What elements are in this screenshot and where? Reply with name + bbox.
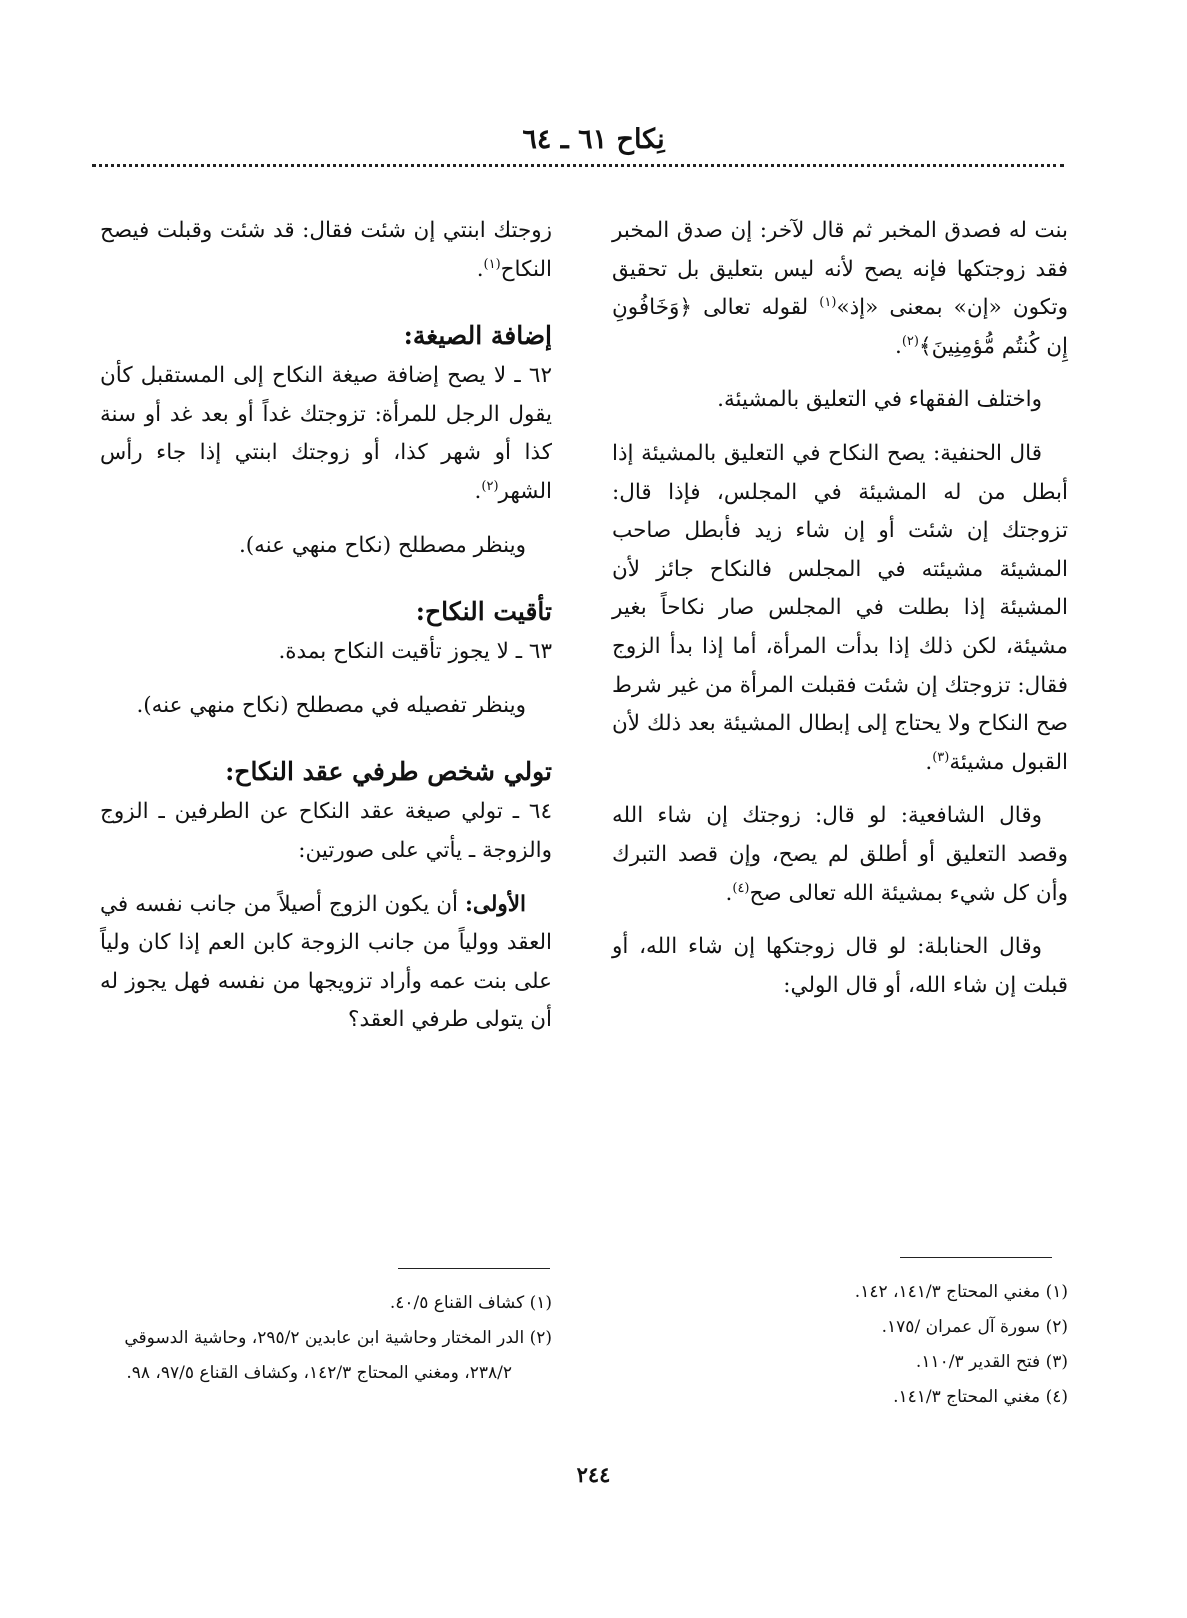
footnote-ref[interactable]: (٣) [932, 749, 950, 765]
footnote-rule [900, 1257, 1052, 1258]
page-number: ٢٤٤ [576, 1462, 611, 1487]
paragraph-64: ٦٤ ـ تولي صيغة عقد النكاح عن الطرفين ـ الزوج والزوجة ـ يأتي على صورتين: [100, 799, 552, 863]
right-column [612, 212, 1068, 1020]
header-dotted-rule [92, 164, 1064, 167]
footnotes-left [100, 1286, 552, 1391]
paragraph-hanbali: وقال الحنابلة: لو قال زوجتكها إن شاء الله، أو قبلت إن شاء الله، أو قال الولي: [612, 934, 1068, 998]
paragraph-hanafi [612, 435, 1068, 782]
footnote: (٤) مغني المحتاج ١٤١/٣. [893, 1387, 1068, 1407]
quran-quote: لقوله تعالى ﴿وَخَافُونِ إِن كُنتُم مُّؤمِنِينَ﴾ [612, 295, 1068, 359]
case-label: الأولى: [464, 891, 526, 917]
left-column [100, 212, 552, 1055]
paragraph-text: . [474, 478, 482, 504]
paragraph-see-term: وينظر مصطلح (نكاح منهي عنه). [238, 532, 526, 558]
footnote: (١) مغني المحتاج ١٤١/٣، ١٤٢. [854, 1282, 1068, 1302]
paragraph-text: زوجتك ابنتي إن شئت فقال: قد شئت وقبلت فيصح النكاح [100, 218, 552, 282]
section-heading: تولي شخص طرفي عقد النكاح: [225, 757, 552, 787]
paragraph-text: وقال الشافعية: لو قال: زوجتك إن شاء الله وقصد التعليق أو أطلق لم يصح، وإن قصد التبرك وأن كل شيء بمشيئة الله تعالى صح [612, 803, 1068, 906]
paragraph-continuation [612, 212, 1068, 366]
paragraph-text: قال الحنفية: يصح النكاح في التعليق بالمشيئة إذا أبطل من له المشيئة في المجلس، فإذا قال: تزوجتك إن شئت أو إن شاء زيد فأبطل صاحب المشيئة مشيئته في المجلس فالنكاح جائز لأن المشيئة إذا بطلت في المجلس صار نكاحاً بغير مشيئة، لكن ذلك إذا بدأت المرأة، أما إذا بدأ الزوج فقال: تزوجتك إن شئت فقبلت المرأة من غير شرط صح النكاح ولا يحتاج إلى إبطال المشيئة بعد ذلك لأن القبول مشيئة [612, 440, 1068, 775]
paragraph-63: ٦٣ ـ لا يجوز تأقيت النكاح بمدة. [278, 639, 552, 665]
footnote-ref[interactable]: (١) [483, 256, 501, 272]
paragraph-text: أن يكون الزوج أصيلاً من جانب نفسه في العقد وولياً من جانب الزوجة كابن العم إذا كان ولياً على بنت عمه وأراد تزويجها من نفسه فهل يجوز له أن يتولى طرفي العقد؟ [100, 891, 552, 1033]
paragraph-shafii [612, 797, 1068, 913]
paragraph-text: . [725, 880, 733, 906]
paragraph-first-case [100, 886, 552, 1040]
footnote: (١) كشاف القناع ٤٠/٥. [389, 1293, 552, 1313]
footnote-rule [398, 1268, 550, 1269]
paragraph-text: بنت له فصدق المخبر ثم قال لآخر: إن صدق المخبر فقد زوجتكها فإنه يصح لأنه ليس بتعليق بل تحقيق وتكون «إن» بمعنى «إذ» [612, 218, 1068, 321]
footnote-ref[interactable]: (٢) [481, 478, 499, 494]
paragraph-scholars-differ: واختلف الفقهاء في التعليق بالمشيئة. [717, 387, 1042, 413]
paragraph-text: . [925, 749, 933, 775]
paragraph-62 [100, 357, 552, 511]
section-heading: إضافة الصيغة: [403, 321, 552, 351]
paragraph-text: ٦٢ ـ لا يصح إضافة صيغة النكاح إلى المستقبل كأن يقول الرجل للمرأة: تزوجتك غداً أو بعد غد أو سنة كذا أو شهر كذا، أو زوجتك ابنتي إذا جاء رأس الشهر [100, 363, 552, 504]
footnote: (٢) الدر المختار وحاشية ابن عابدين ٢٩٥/٢، وحاشية الدسوقي ٢٣٨/٢، ومغني المحتاج ١٤٢/٣، وكشاف القناع ٩٧/٥، ٩٨. [124, 1328, 552, 1383]
footnote: (٣) فتح القدير ١١٠/٣. [915, 1352, 1068, 1372]
footnote-ref[interactable]: (٢) [901, 333, 919, 349]
paragraph-text: . [894, 333, 902, 359]
footnote-ref[interactable]: (١) [819, 295, 837, 311]
footnote: (٢) سورة آل عمران /١٧٥. [881, 1317, 1068, 1337]
footnotes-right [612, 1275, 1068, 1415]
footnote-ref[interactable]: (٤) [732, 880, 750, 896]
section-heading: تأقيت النكاح: [415, 597, 552, 627]
running-header: نِكاح ٦١ ـ ٦٤ [522, 124, 665, 155]
paragraph-text: . [476, 256, 484, 282]
paragraph-see-detail: وينظر تفصيله في مصطلح (نكاح منهي عنه). [136, 692, 526, 718]
paragraph-continuation [100, 212, 552, 289]
